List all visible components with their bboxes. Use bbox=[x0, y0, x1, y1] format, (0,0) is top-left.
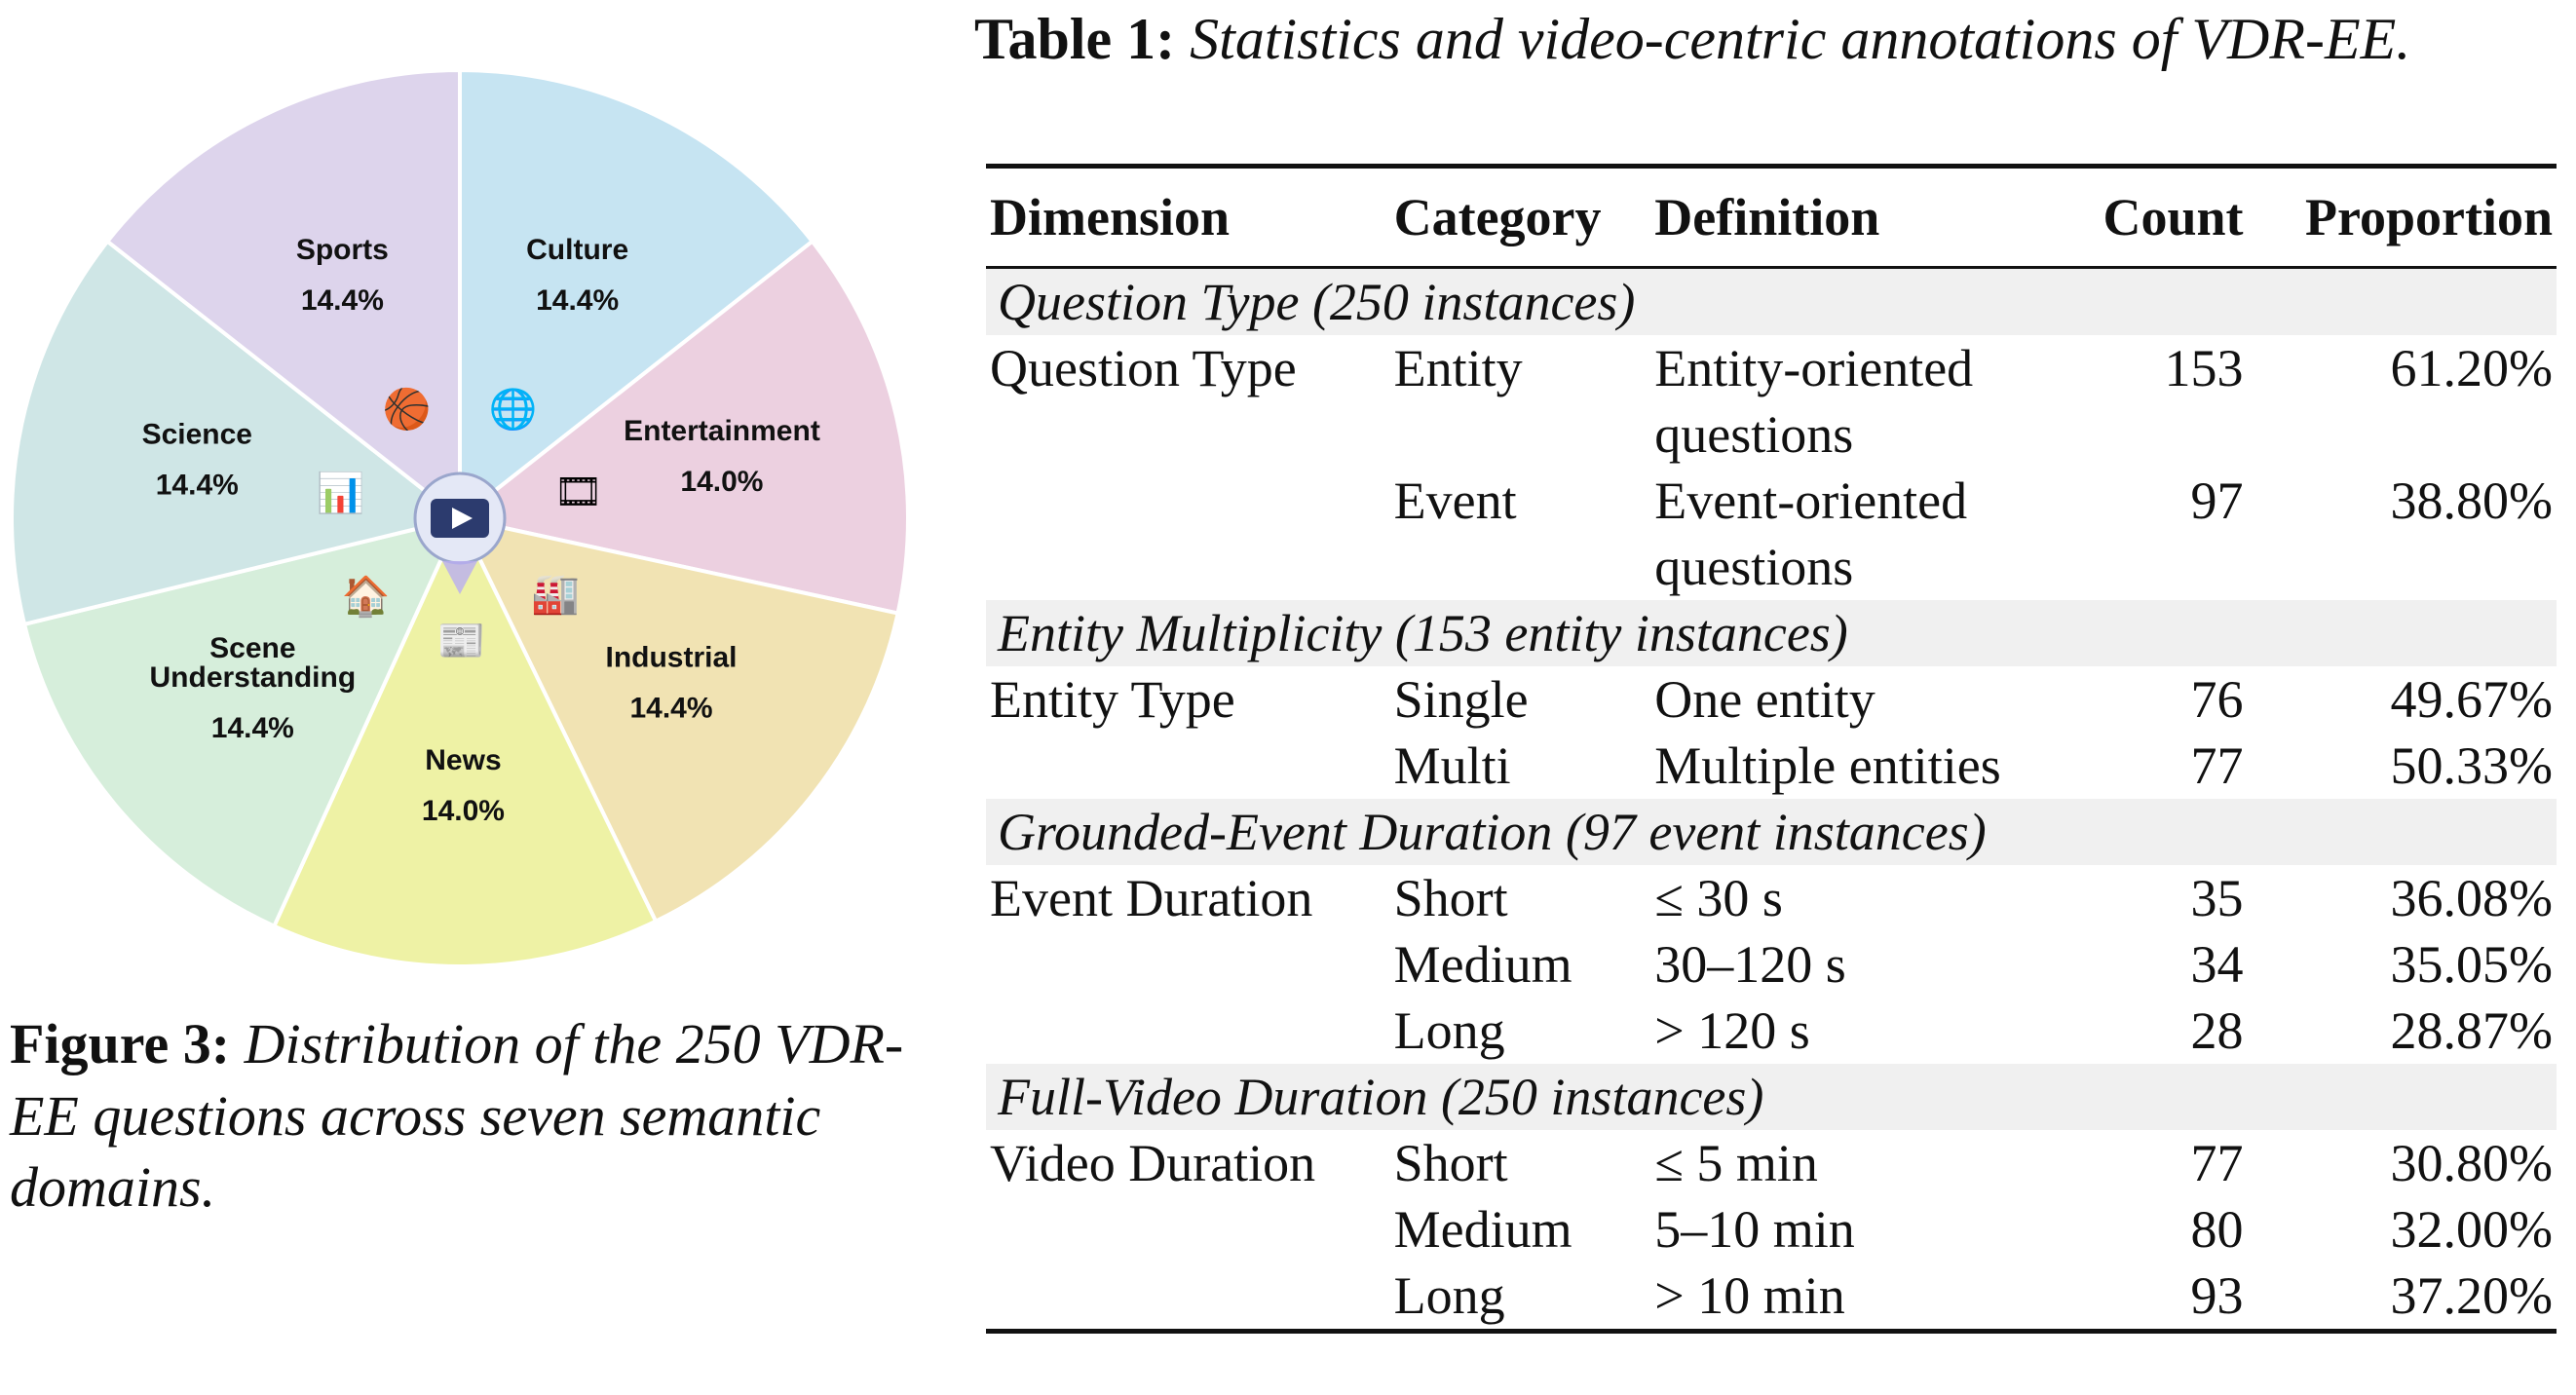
cell-proportion: 50.33% bbox=[2390, 736, 2553, 795]
header-proportion: Proportion bbox=[2305, 188, 2553, 246]
cell-count: 153 bbox=[2164, 339, 2244, 397]
cell-dimension bbox=[986, 931, 1390, 998]
cell-proportion: 37.20% bbox=[2390, 1266, 2553, 1325]
cell-count: 97 bbox=[2190, 471, 2244, 530]
slice-category-label: Industrial bbox=[605, 641, 738, 674]
slice-category-label: Culture bbox=[526, 233, 629, 266]
cell-category: Event bbox=[1393, 471, 1517, 530]
cell-proportion: 30.80% bbox=[2390, 1134, 2553, 1192]
cell-count: 76 bbox=[2190, 670, 2244, 729]
table-header-row bbox=[986, 167, 2557, 268]
cell-category: Medium bbox=[1393, 1200, 1572, 1259]
section-title: Full-Video Duration (250 instances) bbox=[986, 1064, 2557, 1130]
cell-definition: Multiple entities bbox=[1654, 736, 2001, 795]
section-title: Grounded-Event Duration (97 event instances) bbox=[986, 799, 2557, 865]
cell-category: Long bbox=[1393, 1266, 1505, 1325]
cell-count: 80 bbox=[2190, 1200, 2244, 1259]
table-row bbox=[986, 733, 2557, 799]
slice-category-label: Sports bbox=[295, 233, 389, 266]
slice-value-label: 14.0% bbox=[680, 466, 764, 499]
table-row bbox=[986, 1196, 2557, 1263]
table-caption-text: Statistics and video-centric annotations of VDR-EE. bbox=[1190, 7, 2411, 71]
cell-dimension bbox=[986, 1263, 1390, 1332]
cell-proportion: 36.08% bbox=[2390, 869, 2553, 927]
table-row bbox=[986, 865, 2557, 931]
cell-dimension: Entity Type bbox=[990, 670, 1235, 729]
cell-proportion: 32.00% bbox=[2390, 1200, 2553, 1259]
slice-category-label: Scene bbox=[209, 631, 296, 664]
cell-category: Long bbox=[1393, 1001, 1505, 1060]
cell-definition: One entity bbox=[1654, 670, 1875, 729]
cell-count: 34 bbox=[2190, 935, 2244, 994]
slice-value-label: 14.0% bbox=[421, 794, 506, 827]
section-question-type bbox=[986, 268, 2557, 601]
figure-caption bbox=[10, 1008, 935, 1224]
header-definition: Definition bbox=[1654, 188, 1880, 246]
cell-count: 28 bbox=[2190, 1001, 2244, 1060]
slice-value-label: 14.4% bbox=[629, 692, 713, 725]
table-row bbox=[986, 335, 2557, 468]
cell-dimension: Video Duration bbox=[990, 1134, 1316, 1192]
cell-category: Short bbox=[1393, 1134, 1508, 1192]
table-row bbox=[986, 666, 2557, 733]
cell-category: Medium bbox=[1393, 935, 1572, 994]
slice-value-label: 14.4% bbox=[300, 283, 384, 317]
table-row bbox=[986, 1263, 2557, 1332]
cell-category: Single bbox=[1393, 670, 1529, 729]
cell-proportion: 61.20% bbox=[2390, 339, 2553, 397]
cell-definition: > 10 min bbox=[1654, 1266, 1845, 1325]
cell-count: 93 bbox=[2190, 1266, 2244, 1325]
statistics-table bbox=[986, 164, 2557, 1334]
table-caption bbox=[974, 0, 2410, 78]
slice-category-label: Science bbox=[141, 418, 252, 451]
section-entity-multiplicity bbox=[986, 600, 2557, 799]
cell-category: Multi bbox=[1393, 736, 1511, 795]
table-caption-label: Table 1: bbox=[974, 7, 1176, 71]
cell-dimension: Event Duration bbox=[990, 869, 1313, 927]
header-count: Count bbox=[2102, 188, 2244, 246]
cell-dimension bbox=[986, 1196, 1390, 1263]
section-grounded-event-duration bbox=[986, 799, 2557, 1064]
cell-dimension: Question Type bbox=[990, 339, 1297, 397]
cell-count: 35 bbox=[2190, 869, 2244, 927]
cell-proportion: 35.05% bbox=[2390, 935, 2553, 994]
cell-proportion: 28.87% bbox=[2390, 1001, 2553, 1060]
cell-definition: ≤ 5 min bbox=[1654, 1134, 1818, 1192]
table-row bbox=[986, 468, 2557, 600]
cell-definition: > 120 s bbox=[1654, 1001, 1810, 1060]
table-row bbox=[986, 998, 2557, 1064]
cell-dimension bbox=[986, 468, 1390, 600]
slice-category-label: Understanding bbox=[149, 660, 357, 694]
figure-caption-label: Figure 3: bbox=[10, 1012, 231, 1075]
section-title: Question Type (250 instances) bbox=[986, 268, 2557, 336]
table-row bbox=[986, 931, 2557, 998]
sports-balls-icon: 🏀 bbox=[382, 387, 432, 432]
cell-proportion: 49.67% bbox=[2390, 670, 2553, 729]
header-category: Category bbox=[1393, 188, 1602, 246]
cell-dimension bbox=[986, 998, 1390, 1064]
newspaper-icon: 📰 bbox=[436, 618, 486, 662]
slice-value-label: 14.4% bbox=[536, 283, 620, 317]
slice-value-label: 14.4% bbox=[155, 469, 239, 502]
chart-magnifier-icon: 📊 bbox=[316, 471, 365, 515]
cell-dimension bbox=[986, 733, 1390, 799]
cell-definition: Event-oriented questions bbox=[1654, 471, 1968, 596]
slice-category-label: News bbox=[425, 743, 502, 776]
section-title: Entity Multiplicity (153 entity instances) bbox=[986, 600, 2557, 666]
cell-count: 77 bbox=[2190, 1134, 2244, 1192]
header-dimension: Dimension bbox=[990, 188, 1231, 246]
cell-count: 77 bbox=[2190, 736, 2244, 795]
globe-network-icon: 🌐 bbox=[488, 387, 538, 432]
cell-definition: ≤ 30 s bbox=[1654, 869, 1783, 927]
cell-definition: Entity-oriented questions bbox=[1654, 339, 1974, 464]
cell-definition: 30–120 s bbox=[1654, 935, 1846, 994]
cell-definition: 5–10 min bbox=[1654, 1200, 1855, 1259]
domain-pie-chart bbox=[0, 58, 935, 994]
figure-caption-text: Distribution of the 250 VDR-EE questions across seven semantic domains. bbox=[10, 1012, 904, 1220]
factory-icon: 🏭 bbox=[531, 572, 581, 617]
section-full-video-duration bbox=[986, 1064, 2557, 1332]
cell-category: Entity bbox=[1393, 339, 1523, 397]
media-tiles-icon: 🎞 bbox=[553, 469, 604, 513]
house-icon: 🏠 bbox=[341, 574, 391, 619]
cell-category: Short bbox=[1393, 869, 1508, 927]
slice-category-label: Entertainment bbox=[624, 415, 820, 448]
cell-proportion: 38.80% bbox=[2390, 471, 2553, 530]
slice-value-label: 14.4% bbox=[210, 711, 294, 744]
table-row bbox=[986, 1130, 2557, 1196]
